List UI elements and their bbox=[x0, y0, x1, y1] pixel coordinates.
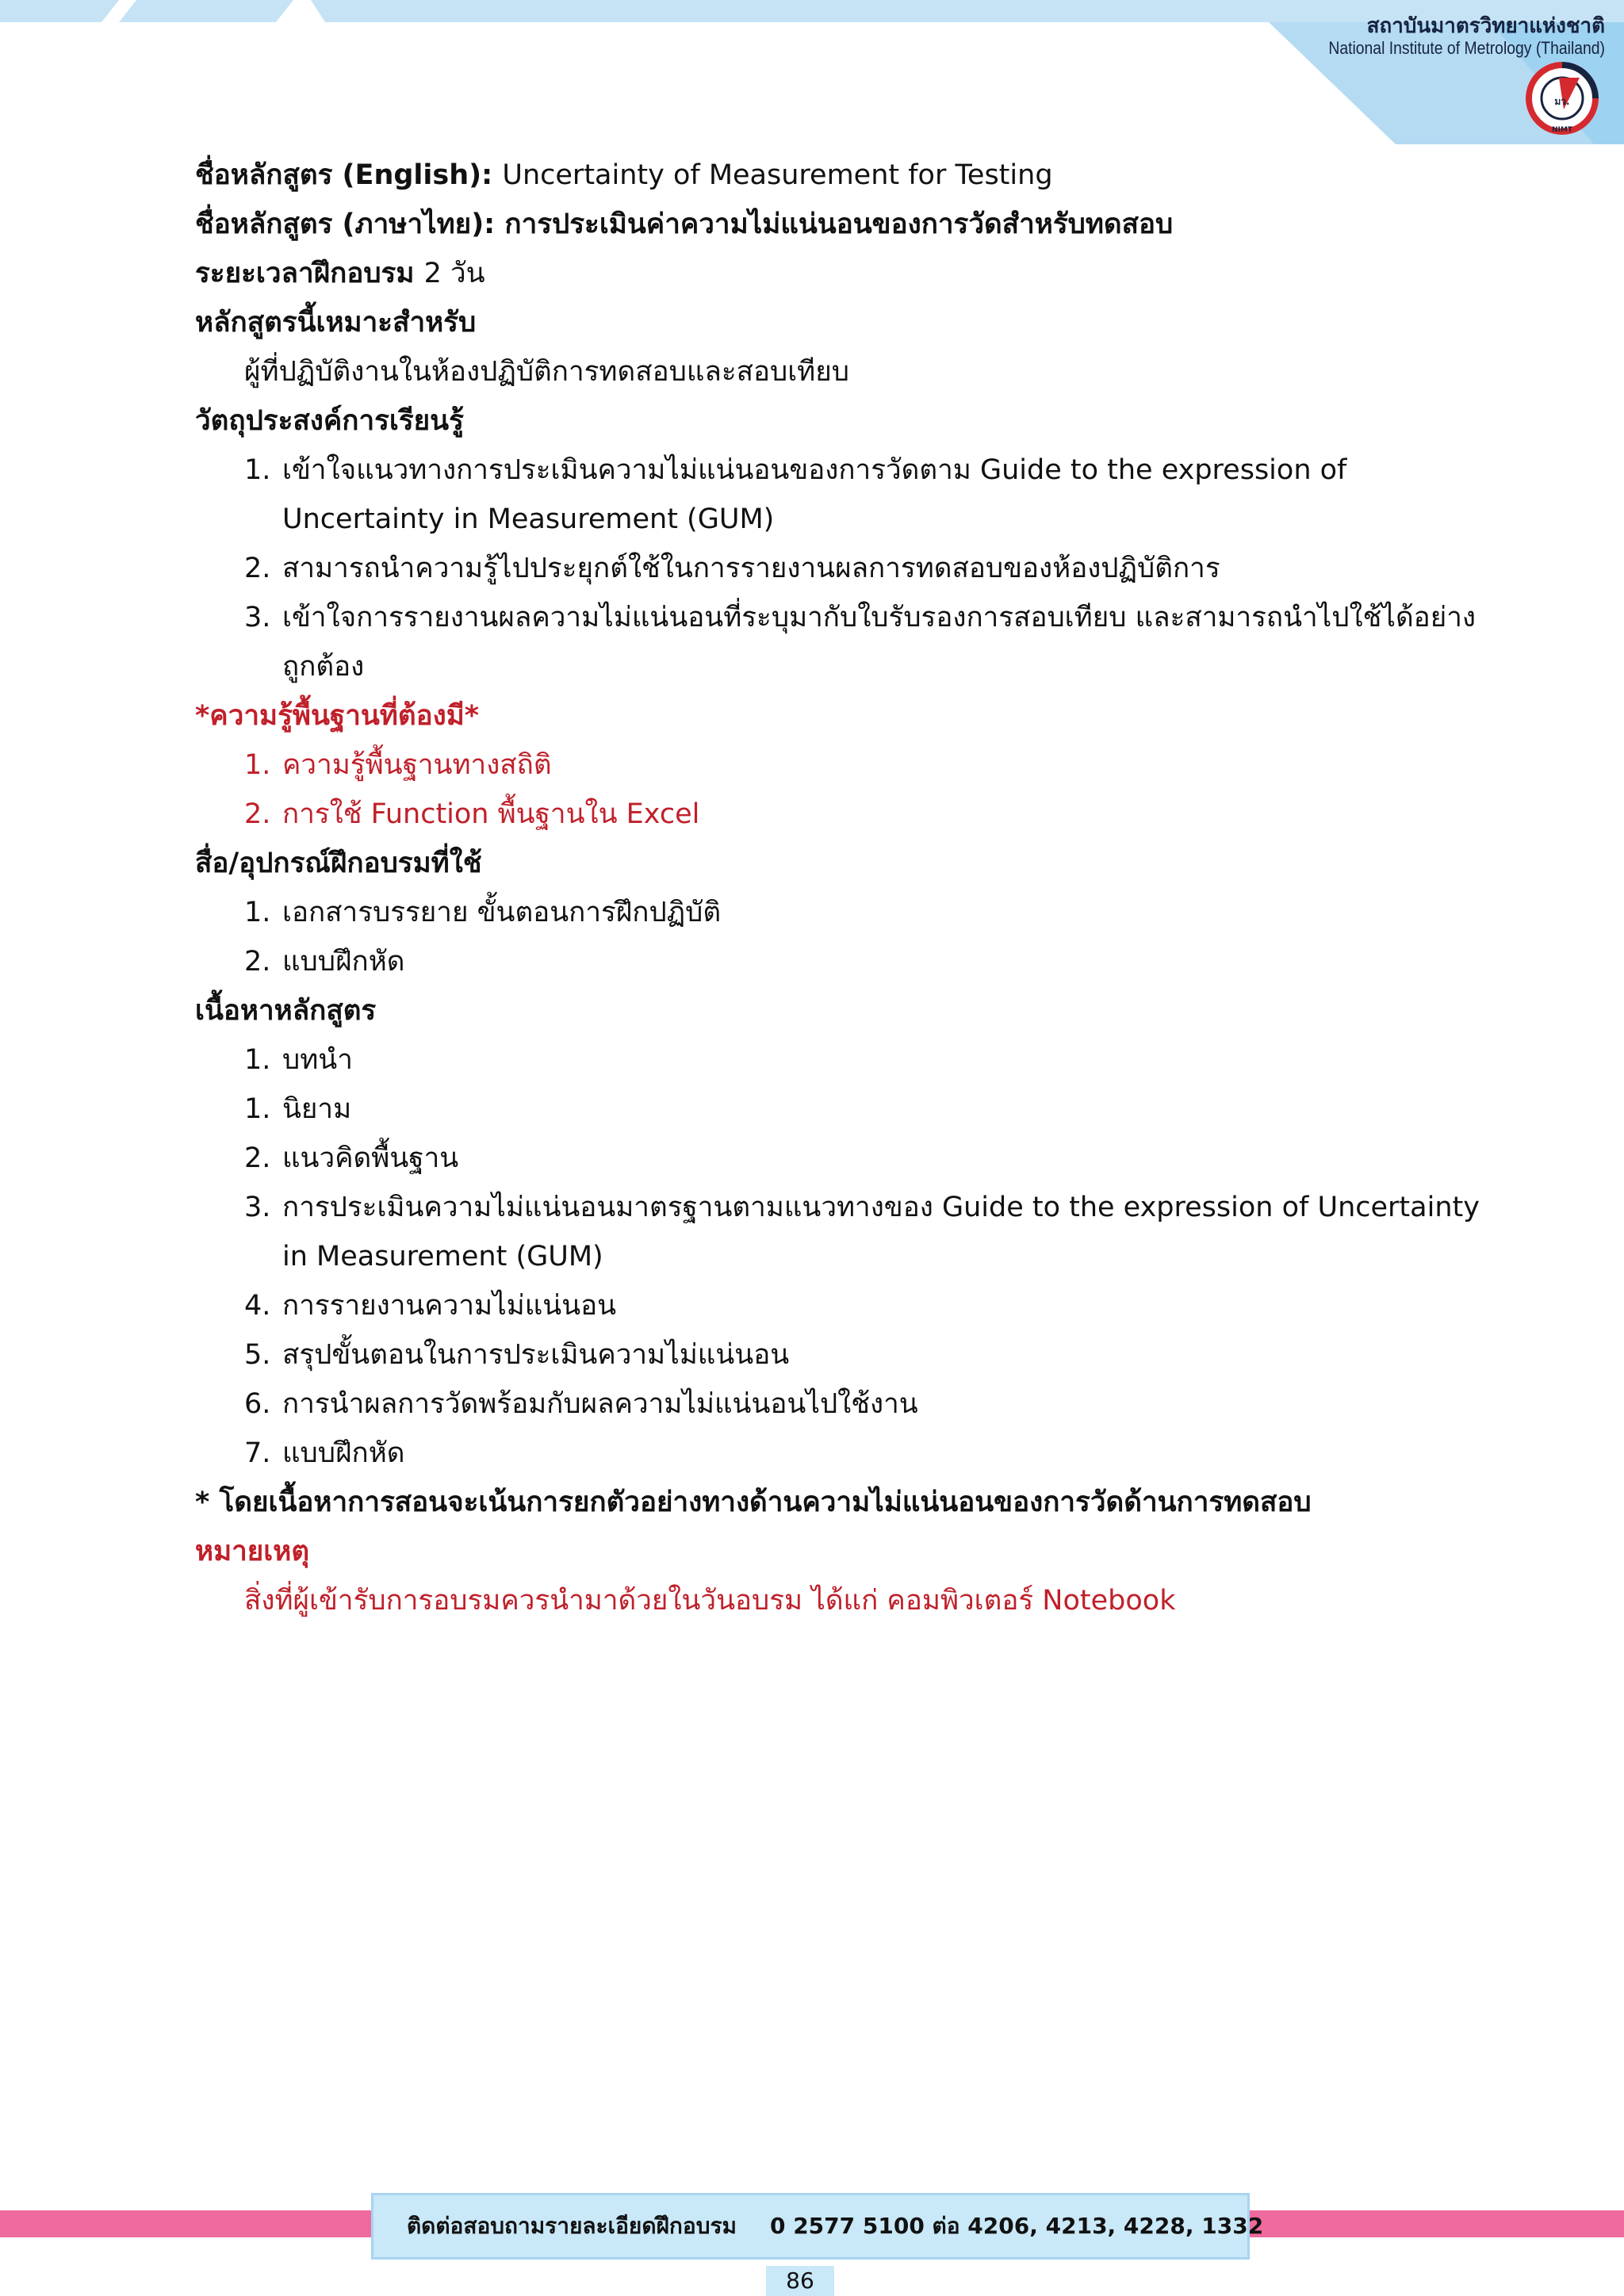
material-item bbox=[195, 937, 1464, 986]
course-name-thai-row bbox=[195, 200, 1464, 249]
contact-phone[interactable]: 0 2577 5100 ต่อ 4206, 4213, 4228, 1332 bbox=[769, 2213, 1264, 2239]
list-number: 1. bbox=[244, 897, 271, 928]
course-details bbox=[195, 151, 1480, 1625]
course-name-english-row bbox=[195, 151, 1464, 200]
prerequisite-item bbox=[195, 740, 1464, 790]
prerequisites-heading: *ความรู้พื้นฐานที่ต้องมี* bbox=[195, 700, 480, 732]
content-text: การประเมินความไม่แน่นอนมาตรฐานตามแนวทางของ Guide to the expression of Uncertainty bbox=[282, 1192, 1480, 1223]
duration-row bbox=[195, 249, 1464, 298]
material-item bbox=[195, 888, 1464, 937]
list-number: 1. bbox=[244, 1044, 271, 1076]
page-number: 86 bbox=[766, 2266, 834, 2296]
content-item bbox=[195, 1085, 1464, 1134]
list-number: 3. bbox=[244, 1192, 271, 1223]
content-heading: เนื้อหาหลักสูตร bbox=[195, 995, 377, 1027]
content-item bbox=[195, 1380, 1464, 1429]
materials-heading: สื่อ/อุปกรณ์ฝึกอบรมที่ใช้ bbox=[195, 848, 482, 879]
institute-name-thai: สถาบันมาตรวิทยาแห่งชาติ bbox=[1366, 14, 1605, 38]
objective-text: เข้าใจแนวทางการประเมินความไม่แน่นอนของการวัดตาม Guide to the expression of bbox=[282, 454, 1347, 486]
content-text: แนวคิดพื้นฐาน bbox=[282, 1142, 459, 1174]
audience-text: ผู้ที่ปฏิบัติงานในห้องปฏิบัติการทดสอบและสอบเทียบ bbox=[244, 356, 849, 388]
audience-heading: หลักสูตรนี้เหมาะสำหรับ bbox=[195, 307, 477, 339]
prerequisite-text: ความรู้พื้นฐานทางสถิติ bbox=[282, 749, 552, 781]
list-number: 1. bbox=[244, 1093, 271, 1125]
material-text: เอกสารบรรยาย ขั้นตอนการฝึกปฏิบัติ bbox=[282, 897, 722, 928]
remark-text: สิ่งที่ผู้เข้ารับการอบรมควรนำมาด้วยในวันอบรม ได้แก่ คอมพิวเตอร์ Notebook bbox=[244, 1585, 1176, 1617]
course-name-english: Uncertainty of Measurement for Testing bbox=[502, 159, 1053, 191]
content-text: นิยาม bbox=[282, 1093, 352, 1125]
objective-item bbox=[195, 544, 1464, 593]
content-item bbox=[195, 1134, 1464, 1183]
list-number: 2. bbox=[244, 553, 271, 584]
emphasis-note: * โดยเนื้อหาการสอนจะเน้นการยกตัวอย่างทางด้านความไม่แน่นอนของการวัดด้านการทดสอบ bbox=[195, 1487, 1312, 1518]
course-name-thai: การประเมินค่าความไม่แน่นอนของการวัดสำหรับทดสอบ bbox=[504, 209, 1174, 240]
objective-text: สามารถนำความรู้ไปประยุกต์ใช้ในการรายงานผลการทดสอบของห้องปฏิบัติการ bbox=[282, 553, 1220, 584]
list-number: 5. bbox=[244, 1339, 271, 1371]
objective-item bbox=[195, 446, 1464, 495]
content-text: แบบฝึกหัด bbox=[282, 1437, 405, 1469]
list-number: 1. bbox=[244, 454, 271, 486]
content-item bbox=[195, 1183, 1480, 1232]
duration-value: 2 วัน bbox=[423, 258, 485, 289]
content-text: บทนำ bbox=[282, 1044, 353, 1076]
objective-item-continuation: ถูกต้อง bbox=[282, 651, 365, 683]
list-number: 1. bbox=[244, 749, 271, 781]
material-text: แบบฝึกหัด bbox=[282, 946, 405, 978]
header-stripe-2 bbox=[119, 0, 293, 22]
course-name-thai-label: ชื่อหลักสูตร (ภาษาไทย): bbox=[195, 209, 505, 240]
content-text: การรายงานความไม่แน่นอน bbox=[282, 1290, 617, 1322]
prerequisite-text: การใช้ Function พื้นฐานใน Excel bbox=[282, 798, 700, 830]
institute-name-english: National Institute of Metrology (Thailand) bbox=[1328, 38, 1605, 58]
logo-subtext: NIMT bbox=[1552, 126, 1572, 134]
contact-label: ติดต่อสอบถามรายละเอียดฝึกอบรม bbox=[407, 2213, 737, 2239]
objective-text: เข้าใจการรายงานผลความไม่แน่นอนที่ระบุมากับใบรับรองการสอบเทียบ และสามารถนำไปใช้ได้อย่าง bbox=[282, 602, 1476, 633]
prerequisite-item bbox=[195, 790, 1464, 839]
content-item-continuation: in Measurement (GUM) bbox=[282, 1241, 603, 1272]
list-number: 7. bbox=[244, 1437, 271, 1469]
list-number: 2. bbox=[244, 798, 271, 830]
content-text: การนำผลการวัดพร้อมกับผลความไม่แน่นอนไปใช้งาน bbox=[282, 1388, 918, 1420]
contact-box bbox=[371, 2193, 1264, 2260]
objective-item bbox=[195, 593, 1476, 642]
objectives-heading: วัตถุประสงค์การเรียนรู้ bbox=[195, 405, 464, 437]
remark-heading: หมายเหตุ bbox=[195, 1536, 310, 1567]
course-name-english-label: ชื่อหลักสูตร (English): bbox=[195, 159, 503, 191]
objective-item-continuation: Uncertainty in Measurement (GUM) bbox=[282, 503, 775, 535]
list-number: 2. bbox=[244, 946, 271, 978]
header-stripe-1 bbox=[0, 0, 119, 22]
logo-text: มว. bbox=[1554, 96, 1570, 107]
nimt-logo bbox=[1524, 60, 1600, 136]
content-item bbox=[195, 1429, 1464, 1478]
list-number: 3. bbox=[244, 602, 271, 633]
duration-label: ระยะเวลาฝึกอบรม bbox=[195, 258, 424, 289]
list-number: 6. bbox=[244, 1388, 271, 1420]
content-item bbox=[195, 1035, 1464, 1085]
content-item bbox=[195, 1281, 1464, 1330]
content-item bbox=[195, 1330, 1464, 1380]
list-number: 4. bbox=[244, 1290, 271, 1322]
content-text: สรุปขั้นตอนในการประเมินความไม่แน่นอน bbox=[282, 1339, 790, 1371]
list-number: 2. bbox=[244, 1142, 271, 1174]
